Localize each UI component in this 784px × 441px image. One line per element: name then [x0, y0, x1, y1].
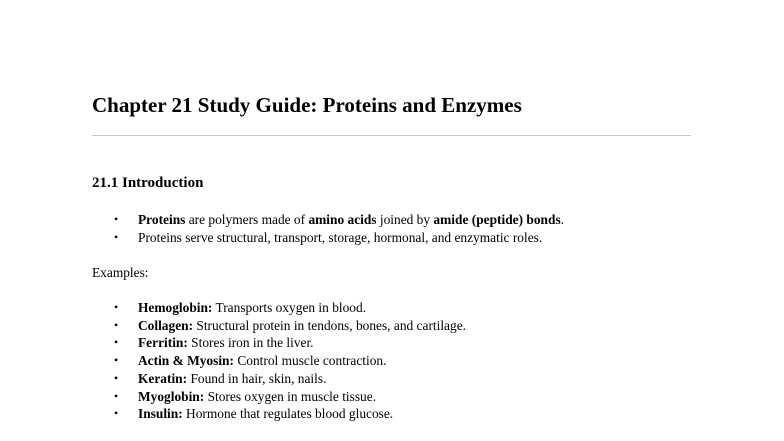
example-item [92, 405, 466, 423]
example-description: Structural protein in tendons, bones, and cartilage. [193, 317, 466, 333]
example-description: Hormone that regulates blood glucose. [182, 406, 394, 422]
example-term: Hemoglobin: [138, 300, 213, 315]
bullet-icon: • [114, 370, 119, 385]
bullet-icon: • [114, 317, 119, 332]
list-item [92, 211, 564, 229]
example-item [92, 352, 466, 370]
examples-label: Examples: [92, 265, 149, 280]
example-description: Stores iron in the liver. [187, 335, 314, 351]
examples-bullet-list [92, 299, 466, 423]
bullet-text: joined by [376, 212, 434, 227]
bullet-icon: • [114, 335, 119, 350]
example-item [92, 388, 466, 406]
bold-term: amino acids [308, 212, 377, 227]
bullet-icon: • [114, 406, 119, 421]
intro-bullet-list [92, 211, 564, 246]
bullet-icon: • [114, 229, 119, 244]
bold-term: Proteins [138, 212, 186, 227]
example-term: Collagen: [138, 317, 194, 333]
section-heading: 21.1 Introduction [92, 175, 204, 191]
example-item [92, 370, 466, 388]
example-term: Myoglobin: [138, 388, 205, 404]
example-description: Stores oxygen in muscle tissue. [204, 388, 377, 404]
bullet-icon: • [114, 388, 119, 403]
example-term: Keratin: [138, 370, 188, 386]
bullet-icon: • [114, 300, 119, 314]
bullet-icon: • [114, 353, 119, 368]
example-term: Ferritin: [138, 335, 188, 351]
bullet-text: . [560, 212, 565, 227]
example-description: Control muscle contraction. [233, 353, 387, 369]
example-term: Insulin: [138, 406, 183, 422]
bullet-text: Proteins serve structural, transport, storage, hormonal, and enzymatic roles. [138, 229, 543, 245]
example-item [92, 299, 466, 317]
example-description: Transports oxygen in blood. [212, 300, 367, 315]
bold-term: amide (peptide) bonds [433, 212, 561, 227]
example-description: Found in hair, skin, nails. [187, 370, 327, 386]
bullet-text: are polymers made of [185, 212, 309, 227]
bullet-icon: • [114, 212, 119, 226]
example-item [92, 317, 466, 335]
list-item [92, 229, 564, 247]
title-divider [92, 135, 691, 136]
example-item [92, 334, 466, 352]
page-title: Chapter 21 Study Guide: Proteins and Enzymes [92, 93, 522, 117]
example-term: Actin & Myosin: [138, 353, 234, 369]
